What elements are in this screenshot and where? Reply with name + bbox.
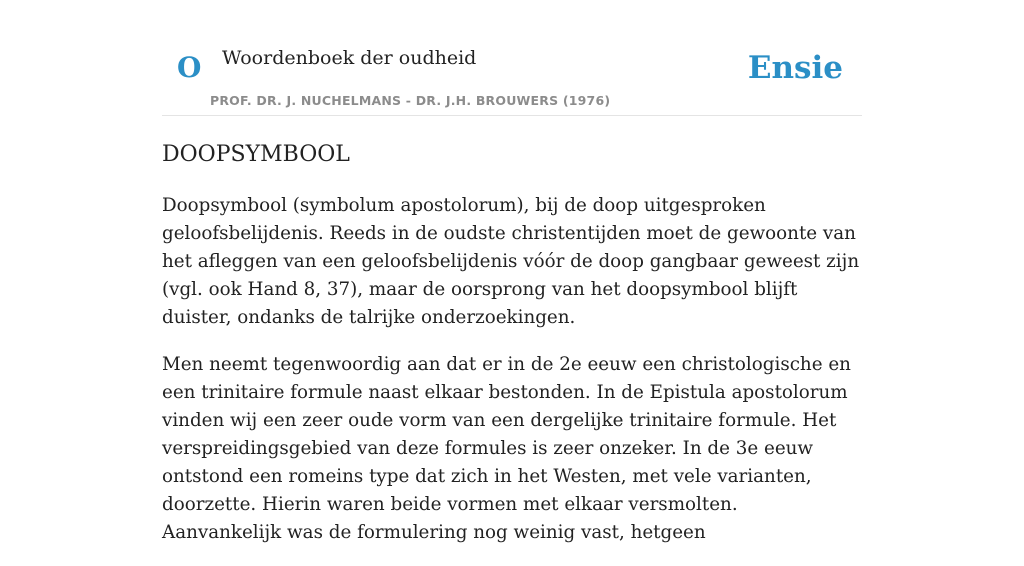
entry-title: DOOPSYMBOOL — [162, 142, 350, 167]
header — [162, 0, 862, 116]
book-title[interactable]: Woordenboek der oudheid — [222, 47, 477, 69]
brand-logo-link[interactable]: Ensie — [747, 50, 843, 86]
entry-paragraph: Men neemt tegenwoordig aan dat er in de 2e eeuw een christologische en een trinitaire formule naast elkaar bestonden. In de Epistula apostolorum vinden wij een zeer oude vorm van een dergelijke trinitaire formule. Het verspreidingsgebied van deze formules is zeer onzeker. In de 3e eeuw ontstond een romeins type dat zich in het Westen, met vele varianten, doorzette. Hierin waren beide vormen met elkaar versmolten. Aanvankelijk was de formulering nog weinig vast, hetgeen — [162, 354, 851, 543]
book-authors: PROF. DR. J. NUCHELMANS - DR. J.H. BROUWERS (1976) — [210, 93, 611, 108]
section-letter[interactable]: O — [177, 51, 202, 84]
entry-body — [162, 192, 862, 566]
entry-paragraph: Doopsymbool (symbolum apostolorum), bij de doop uitgesproken geloofsbelijdenis. Reeds in de oudste christentijden moet de gewoonte van het afleggen van een geloofsbelijdenis vóór de doop gangbaar geweest zijn (vgl. ook Hand 8, 37), maar de oorsprong van het doopsymbool blijft duister, ondanks de talrijke onderzoekingen. — [162, 195, 860, 328]
